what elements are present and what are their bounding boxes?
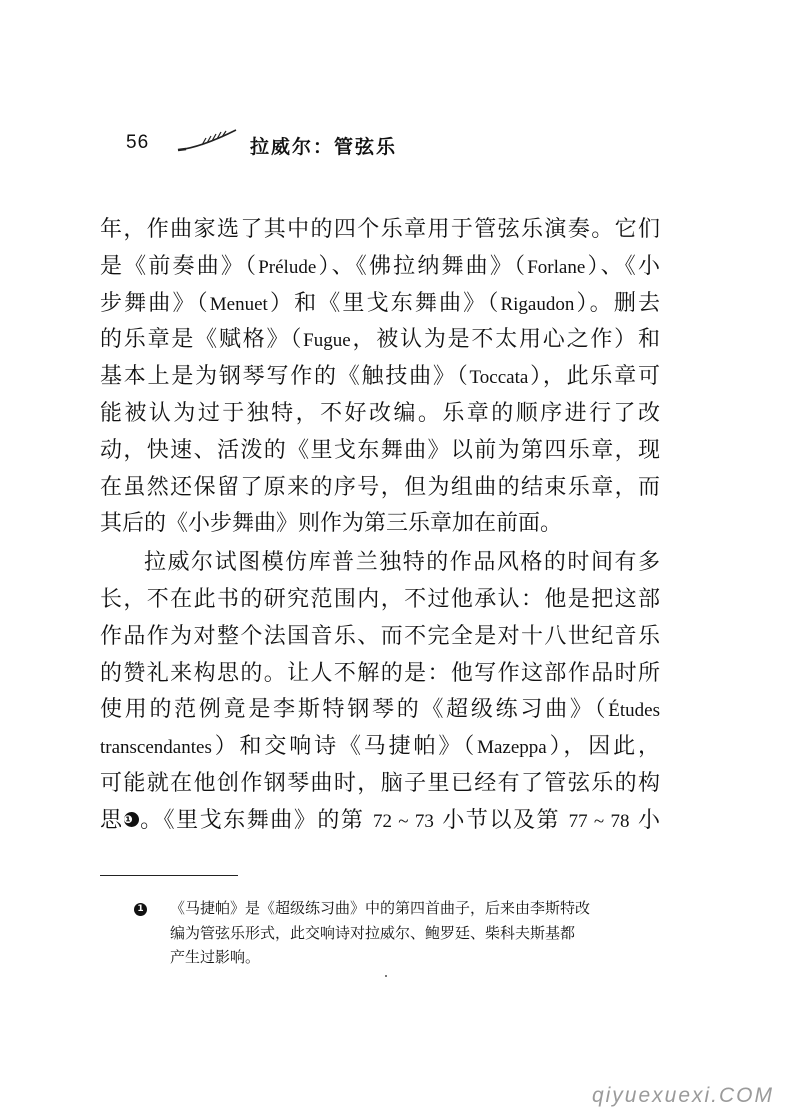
text-line: 作品作为对整个法国音乐、而不完全是对十八世纪音乐 [100, 623, 660, 649]
text-line: 在虽然还保留了原来的序号，但为组曲的结束乐章，而 [100, 474, 660, 500]
footnote-divider [100, 875, 238, 876]
text-line: 年，作曲家选了其中的四个乐章用于管弦乐演奏。它们 [100, 217, 660, 242]
quill-ornament-icon [176, 128, 238, 154]
text-line: 长，不在此书的研究范围内，不过他承认：他是把这部 [100, 586, 660, 612]
footnote-line: 《马捷帕》是《超级练习曲》中的第四首曲子，后来由李斯特改 [170, 899, 591, 917]
page-number: 56 [126, 132, 150, 153]
text-line: 动，快速、活泼的《里戈东舞曲》以前为第四乐章，现 [100, 437, 660, 463]
body-text [100, 212, 660, 840]
footnote-line: 产生过影响。 [170, 948, 261, 966]
text-line: 是《前奏曲》（Prélude）、《佛拉纳舞曲》（Forlane）、《小 [100, 253, 660, 279]
watermark: qiyuexuexi.COM [591, 1084, 774, 1107]
text-line: 拉威尔试图模仿库普兰独特的作品风格的时间有多 [144, 550, 660, 576]
text-line: transcendantes）和交响诗《马捷帕》（Mazeppa），因此， [100, 734, 660, 760]
text-line: 思❶ 。《里戈东舞曲》的第 72 ~ 73 小节以及第 77 ~ 78 小 [100, 807, 660, 833]
text-line: 的乐章是《赋格》（Fugue，被认为是不太用心之作）和 [100, 327, 660, 353]
text-line: 步舞曲》（Menuet）和《里戈东舞曲》（Rigaudon）。删去 [100, 290, 660, 316]
scan-speck [385, 975, 387, 977]
text-line: 可能就在他创作钢琴曲时，脑子里已经有了管弦乐的构 [100, 770, 660, 796]
text-line: 基本上是为钢琴写作的《触技曲》（Toccata），此乐章可 [100, 364, 660, 390]
footnote-line: 编为管弦乐形式，此交响诗对拉威尔、鲍罗廷、柴科夫斯基都 [170, 923, 576, 942]
running-title: 拉威尔：管弦乐 [250, 136, 398, 158]
footnote-marker: 1 [134, 903, 147, 916]
footnote-reference: ❶ [124, 812, 139, 827]
text-line: 的赞礼来构思的。让人不解的是：他写作这部作品时所 [100, 660, 660, 686]
text-line: 其后的《小步舞曲》则作为第三乐章加在前面。 [100, 511, 563, 537]
page-header [104, 128, 690, 168]
footnote [136, 896, 666, 970]
text-line: 能被认为过于独特，不好改编。乐章的顺序进行了改 [100, 400, 660, 426]
text-line: 使用的范例竟是李斯特钢琴的《超级练习曲》（Études [100, 697, 660, 723]
